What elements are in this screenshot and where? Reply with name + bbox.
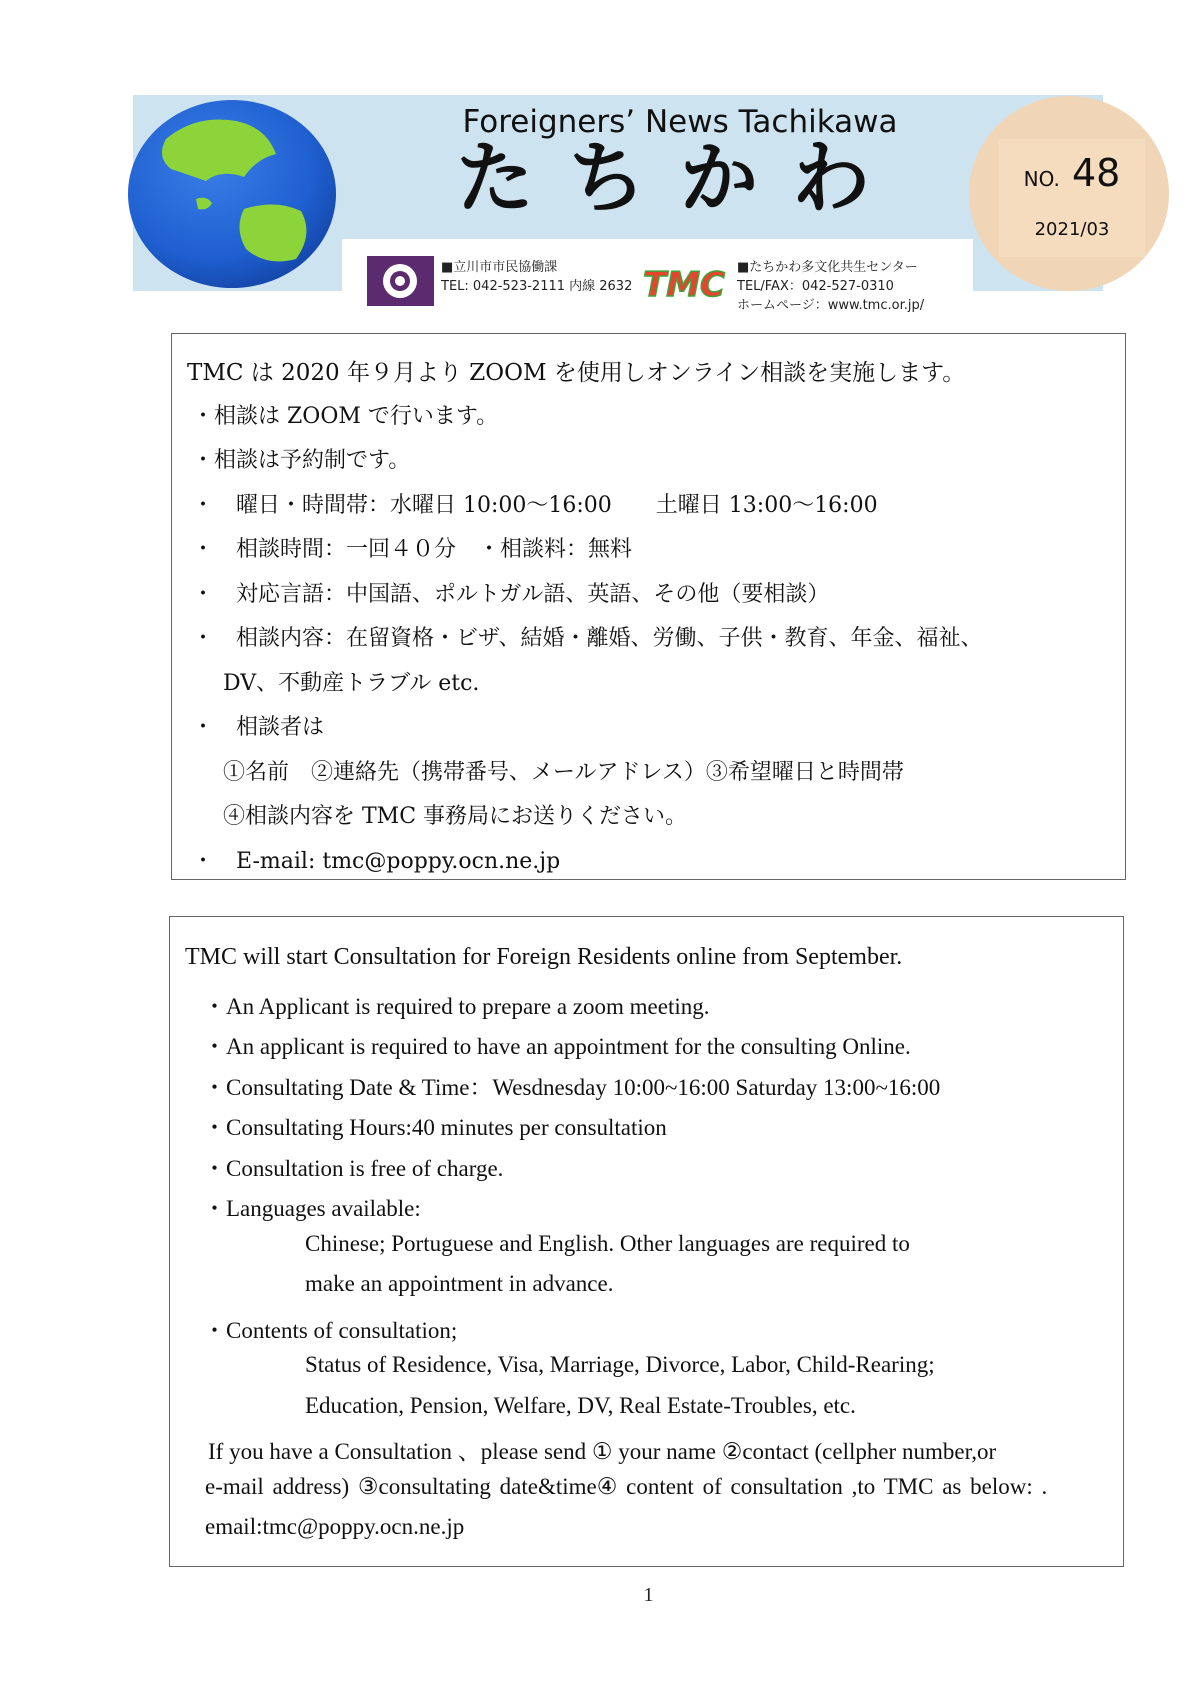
jp-line: DV、不動産トラブル etc.: [223, 671, 480, 696]
jp-line: ・ 相談者は: [192, 715, 325, 740]
jp-line: ・ 曜日・時間帯：水曜日 10:00～16:00 土曜日 13:00～16:00: [192, 493, 878, 518]
city-office-phone: TEL: 042-523-2111 内線 2632: [441, 279, 633, 294]
en-line: ・Consultation is free of charge.: [203, 1156, 504, 1181]
en-line: make an appointment in advance.: [305, 1271, 614, 1296]
en-line: If you have a Consultation 、please send ① your name ②contact (cellpher number,or: [208, 1439, 997, 1464]
issue-prefix: NO.: [1023, 167, 1060, 191]
tmc-name: ■たちかわ多文化共生センター: [737, 260, 918, 275]
jp-line: ・ 対応言語：中国語、ポルトガル語、英語、その他（要相談）: [192, 582, 830, 607]
jp-email-line: ・ E-mail: tmc@poppy.ocn.ne.jp: [192, 849, 561, 874]
city-seal-icon: [367, 256, 434, 306]
jp-line: ・ 相談内容：在留資格・ビザ、結婚・離婚、労働、子供・教育、年金、福祉、: [192, 626, 983, 651]
globe-icon: [126, 99, 338, 290]
jp-intro: TMC は 2020 年９月より ZOOM を使用しオンライン相談を実施します。: [187, 360, 966, 386]
en-line: ・An Applicant is required to prepare a zoom meeting.: [203, 994, 710, 1019]
en-line: e-mail address) ③consultating date&time④ content of consultation ,to TMC as below: .: [205, 1474, 1048, 1499]
en-intro: TMC will start Consultation for Foreign Residents online from September.: [185, 944, 903, 970]
jp-line: ①名前 ②連絡先（携帯番号、メールアドレス）③希望曜日と時間帯: [223, 760, 904, 785]
jp-line: ・相談は ZOOM で行います。: [192, 404, 499, 429]
jp-line: ・ 相談時間：一回４０分 ・相談料：無料: [192, 537, 633, 562]
tmc-contact: [737, 258, 924, 315]
jp-line: ④相談内容を TMC 事務局にお送りください。: [223, 804, 688, 829]
city-office-name: ■立川市市民協働課: [441, 260, 558, 275]
tmc-homepage: ホームページ：www.tmc.or.jp/: [737, 298, 925, 313]
tmc-logo-text: TMC: [643, 265, 725, 304]
issue-number: [1000, 151, 1144, 195]
en-line: ・An applicant is required to have an appointment for the consulting Online.: [203, 1034, 911, 1059]
en-line: ・Contents of consultation;: [203, 1318, 458, 1343]
en-line: Education, Pension, Welfare, DV, Real Estate-Troubles, etc.: [305, 1393, 856, 1418]
en-line: Chinese; Portuguese and English. Other languages are required to: [305, 1231, 910, 1256]
en-line: Status of Residence, Visa, Marriage, Divorce, Labor, Child-Rearing;: [305, 1352, 935, 1377]
jp-line: ・相談は予約制です。: [192, 448, 411, 473]
tmc-logo: [641, 262, 731, 304]
page-number: 1: [643, 1584, 654, 1606]
city-office-contact: [441, 258, 632, 296]
en-email-line: email:tmc@poppy.ocn.ne.jp: [205, 1514, 465, 1539]
issue-date: 2021/03: [1034, 219, 1110, 240]
en-line: ・Consultating Hours:40 minutes per consultation: [203, 1115, 667, 1140]
en-line: ・Consultating Date & Time：Wesdnesday 10:00~16:00 Saturday 13:00~16:00: [203, 1075, 941, 1100]
tmc-phone: TEL/FAX：042-527-0310: [737, 279, 894, 294]
newsletter-jp-title: たちかわ: [455, 134, 904, 224]
newsletter-title: Foreigners’ News Tachikawa: [462, 104, 898, 140]
issue-number-value: 48: [1071, 151, 1121, 195]
en-line: ・Languages available:: [203, 1196, 421, 1221]
